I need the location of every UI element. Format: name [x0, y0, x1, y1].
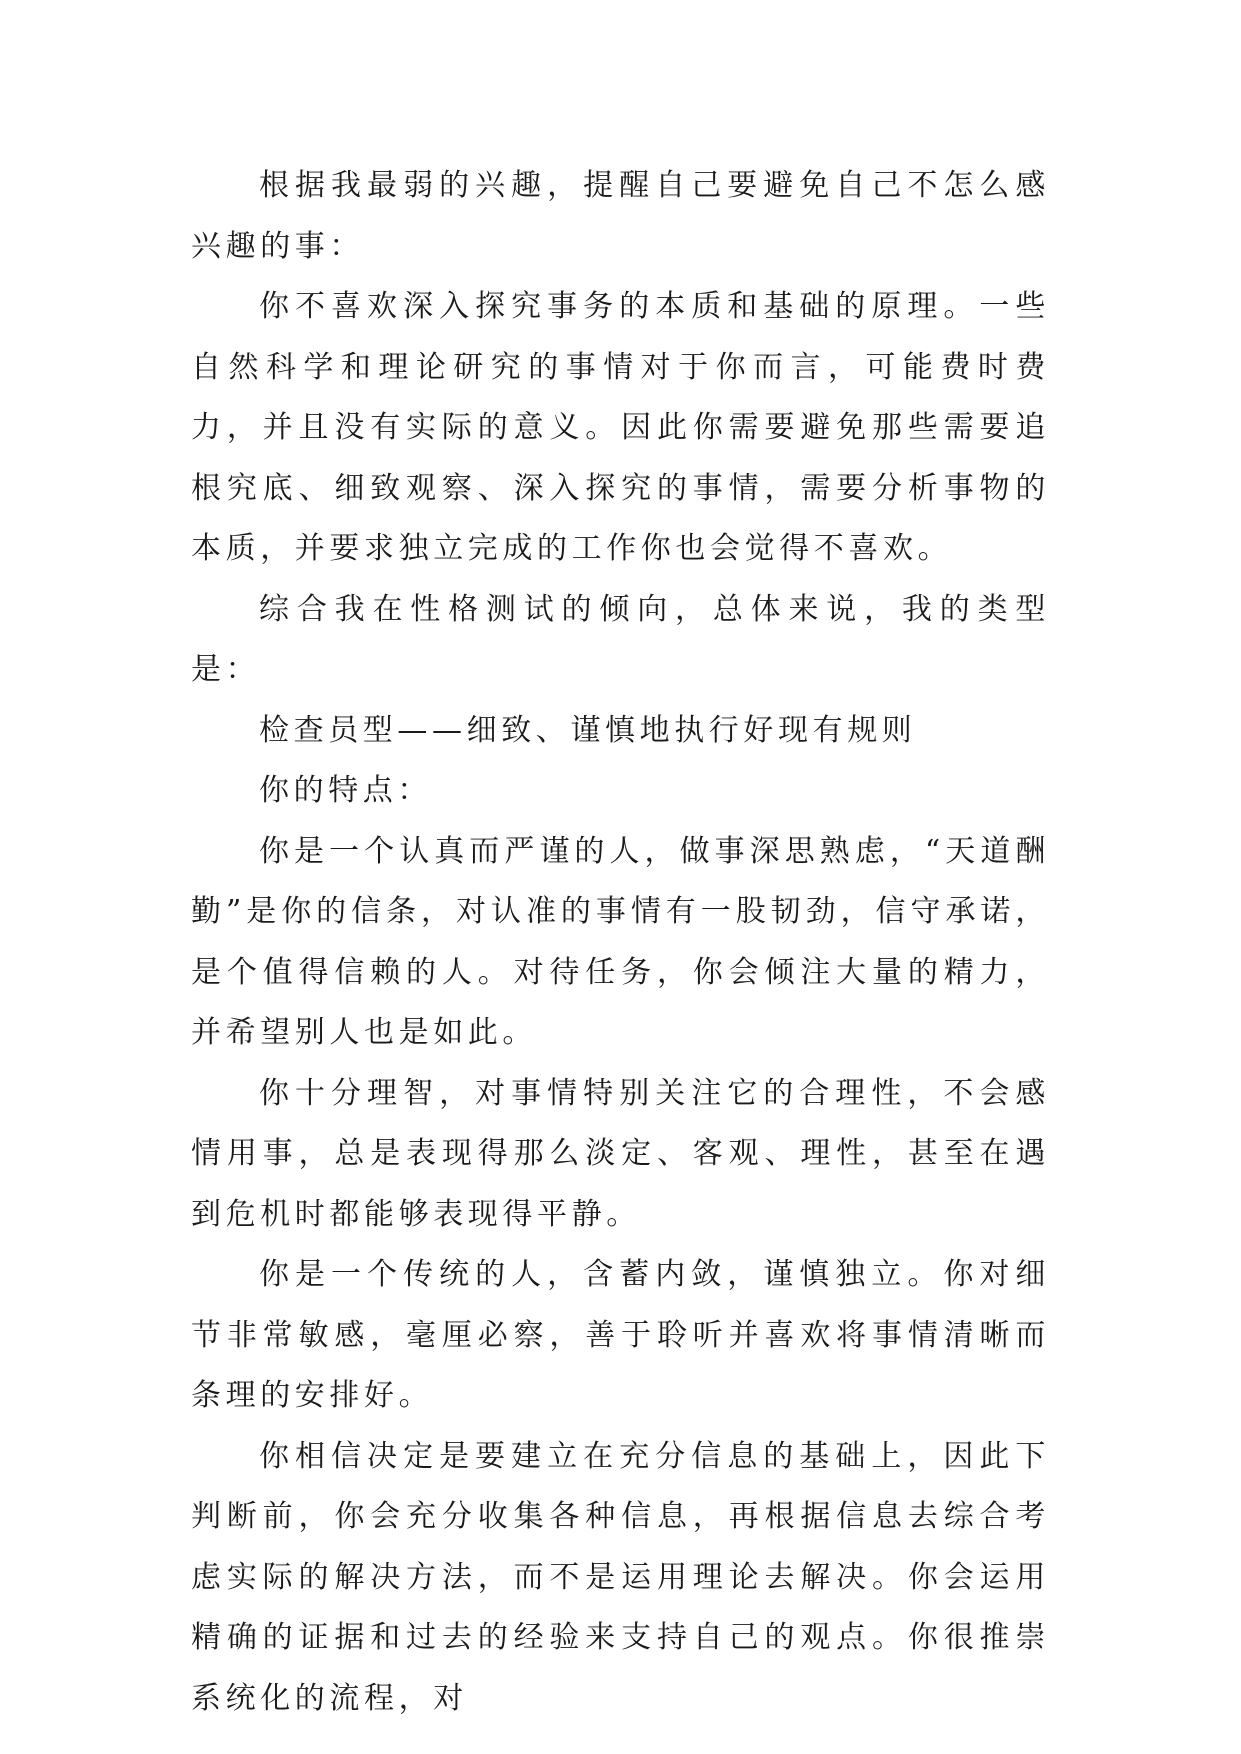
paragraph-trait-decision: 你相信决定是要建立在充分信息的基础上，因此下判断前，你会充分收集各种信息，再根据信息去综合考虑实际的解决方法，而不是运用理论去解决。你会运用精确的证据和过去的经验来支持自己的观点。你很推崇系统化的流程，对: [191, 1438, 1050, 1716]
paragraph-trait-traditional: 你是一个传统的人，含蓄内敛，谨慎独立。你对细节非常敏感，毫厘必察，善于聆听并喜欢将事情清晰而条理的安排好。: [191, 1257, 1050, 1413]
paragraph-weak-interest: 你不喜欢深入探究事务的本质和基础的原理。一些自然科学和理论研究的事情对于你而言，可能费时费力，并且没有实际的意义。因此你需要避免那些需要追根究底、细致观察、深入探究的事情，需要分析事物的本质，并要求独立完成的工作你也会觉得不喜欢。: [191, 289, 1050, 566]
document-body: [191, 156, 1050, 1729]
paragraph-intro: 根据我最弱的兴趣，提醒自己要避免自己不怎么感兴趣的事：: [191, 168, 1050, 264]
paragraph-traits-heading: 你的特点：: [259, 773, 432, 808]
paragraph-trait-serious: 你是一个认真而严谨的人，做事深思熟虑，“天道酬勤”是你的信条，对认准的事情有一股韧劲，信守承诺，是个值得信赖的人。对待任务，你会倾注大量的精力，并希望别人也是如此。: [191, 833, 1050, 1050]
paragraph-type-name: 检查员型——细致、谨慎地执行好现有规则: [259, 712, 917, 748]
paragraph-trait-rational: 你十分理智，对事情特别关注它的合理性，不会感情用事，总是表现得那么淡定、客观、理性，甚至在遇到危机时都能够表现得平静。: [191, 1075, 1050, 1232]
paragraph-type-lead: 综合我在性格测试的倾向，总体来说，我的类型是：: [191, 591, 1050, 687]
